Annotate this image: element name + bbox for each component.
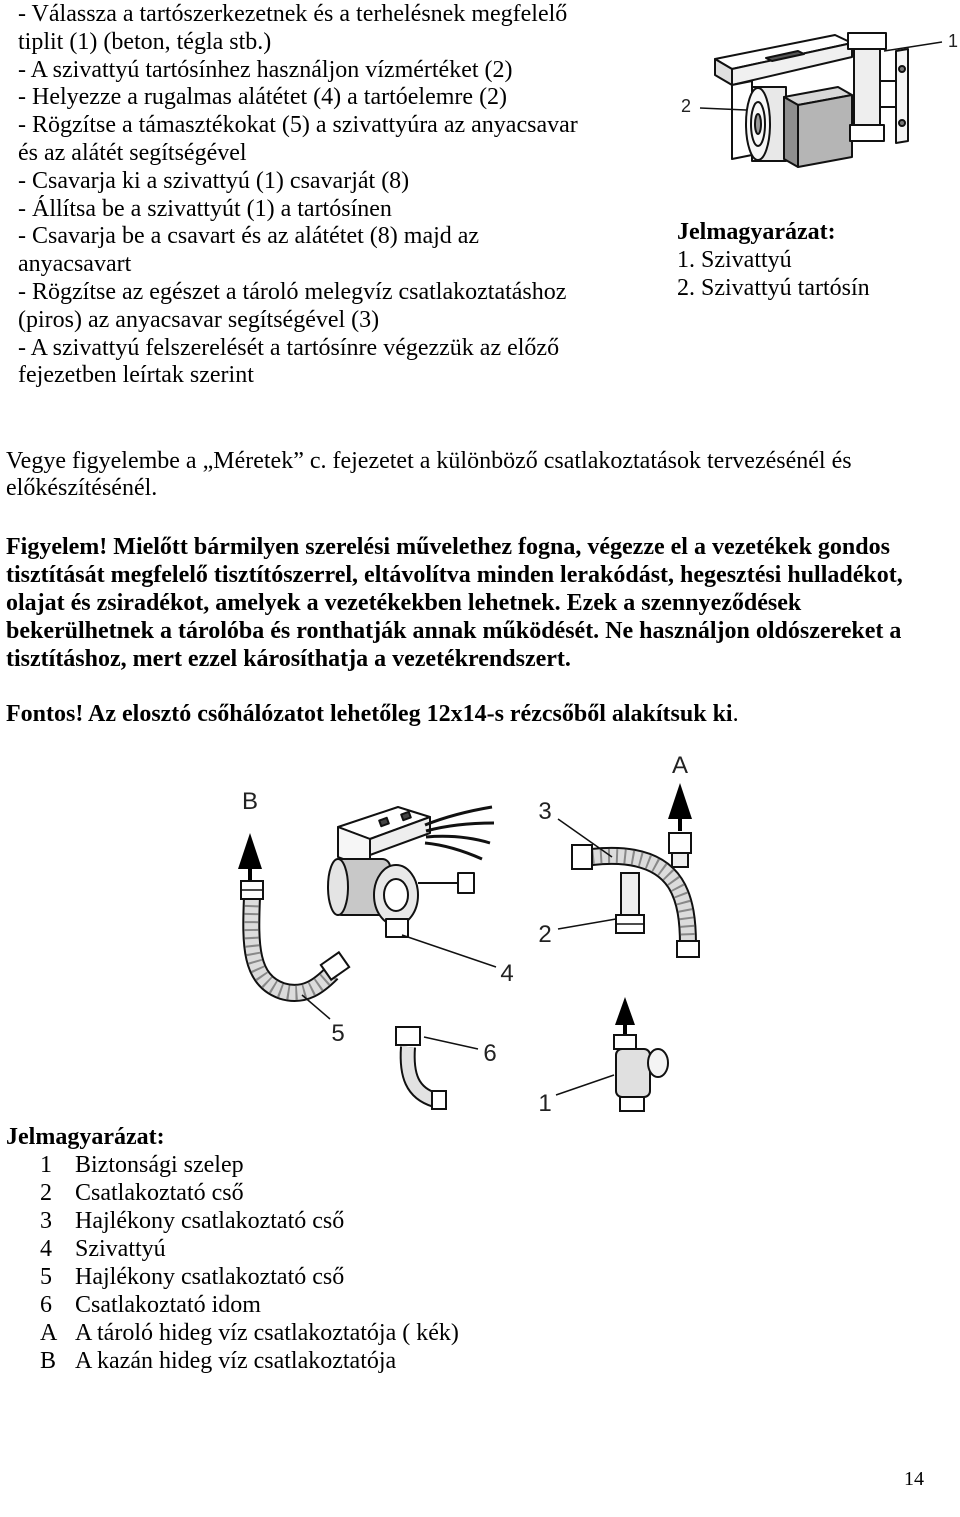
safety-valve: [614, 997, 668, 1111]
arrow-b-head: [238, 833, 262, 869]
warning-line: olajat és zsiradékot, amelyek a vezetékekben lehetnek. Ezek a szennyeződések: [6, 590, 802, 616]
legend-text: Szivattyú: [75, 1236, 166, 1262]
legend-item: [40, 1263, 459, 1291]
step-line: - Válassza a tartószerkezetnek és a terhelésnek megfelelő: [18, 1, 568, 27]
legend-text: Hajlékony csatlakoztató cső: [75, 1264, 345, 1290]
legend-key: 5: [40, 1264, 52, 1290]
valve-arrow-head: [615, 997, 635, 1025]
legend-item: [40, 1235, 459, 1263]
label-5: 5: [331, 1020, 345, 1047]
leader-line-5: [302, 995, 330, 1019]
terminal-box-front: [798, 95, 852, 167]
connector-pipe-body: [621, 873, 639, 919]
legend-key: 4: [40, 1236, 52, 1262]
step-line: anyacsavart: [18, 251, 132, 278]
label-b: B: [241, 788, 259, 815]
legend-title: Jelmagyarázat:: [6, 1124, 165, 1150]
important-period: .: [732, 701, 739, 727]
pump-head-ring: [384, 879, 408, 911]
valve-outlet: [620, 1097, 644, 1111]
leader-line-2: [558, 919, 616, 929]
step-line: fejezetben leírtak szerint: [18, 362, 254, 389]
connector-pipe-2: [616, 873, 644, 933]
step-line: - Rögzítse a támasztékokat (5) a szivattyúra az anyacsavar: [18, 112, 578, 139]
pump-outlet-nut: [386, 919, 408, 937]
connection-diagram: [220, 745, 710, 1125]
note-paragraph: [6, 448, 852, 502]
step-line: - A szivattyú tartósínhez használjon vízmértéket (2): [18, 56, 513, 83]
leader-line-1: [556, 1075, 614, 1095]
fitting-nut: [396, 1027, 420, 1045]
step-line: (piros) az anyacsavar segítségével (3): [18, 306, 380, 333]
step-line: tiplit (1) (beton, tégla stb.): [18, 28, 272, 55]
arrow-a-head: [668, 783, 692, 819]
hose-body: [251, 897, 332, 993]
bolt: [899, 120, 905, 126]
step-line: - Helyezze a rugalmas alátétet (4) a tartóelemre (2): [18, 84, 508, 111]
legend-key: 6: [40, 1292, 52, 1318]
legend-text: Csatlakoztató idom: [75, 1292, 261, 1318]
label-2: 2: [538, 921, 552, 948]
leader-line-4: [402, 935, 496, 967]
elbow-end-nut: [432, 1091, 446, 1109]
warning-line: Figyelem! Mielőtt bármilyen szerelési művelethez fogna, végezze el a vezetékek gondos: [6, 534, 890, 560]
step-line: - A szivattyú felszerelését a tartósínre végezzük az előző: [18, 334, 560, 361]
legend-text: A tároló hideg víz csatlakoztatója ( kék): [75, 1320, 459, 1346]
leader-line-6: [424, 1037, 478, 1049]
label-1: 1: [538, 1090, 552, 1117]
pump-wires: [425, 807, 494, 859]
pump-rail-illustration: [670, 25, 960, 173]
installation-steps: [18, 1, 578, 390]
connector-fitting-6: [396, 1027, 446, 1109]
warning-line: tisztítását megfelelő tisztítószerrel, eltávolítva minden lerakódást, hegesztési hulladékot,: [6, 562, 903, 588]
important-note: [6, 701, 739, 728]
connection-legend-items: [40, 1151, 459, 1375]
bracket-hole: [401, 812, 411, 820]
legend-item: [40, 1151, 459, 1179]
legend-key: 1: [40, 1152, 52, 1178]
valve-top-nut: [614, 1035, 636, 1049]
legend-item: [40, 1347, 459, 1375]
legend-title: Jelmagyarázat:: [677, 219, 836, 245]
warning-paragraph: [6, 533, 903, 673]
legend-item: [40, 1207, 459, 1235]
legend-item: 1. Szivattyú: [677, 247, 792, 273]
arrow-b: [238, 833, 262, 881]
legend-text: Hajlékony csatlakoztató cső: [75, 1208, 345, 1234]
valve-knob: [648, 1049, 668, 1077]
step-line: - Csavarja ki a szivattyú (1) csavarját (8): [18, 167, 410, 194]
legend-item: [40, 1291, 459, 1319]
arrow-a: [668, 783, 692, 831]
warning-line: bekerülhetnek a tárolóba és ronthatják annak működését. Ne használjon oldószereket a: [6, 618, 902, 644]
label-pump: 1: [947, 31, 959, 51]
wire: [426, 836, 490, 843]
hose-nut: [572, 845, 592, 869]
legend-item: [40, 1319, 459, 1347]
fitting-a-pipe: [672, 853, 688, 867]
pump-right-flange: [896, 49, 908, 143]
label-rail: 2: [680, 96, 692, 116]
wire: [426, 823, 494, 831]
step-line: - Csavarja be a csavart és az alátétet (8) majd az: [18, 223, 480, 250]
legend-text: Biztonsági szelep: [75, 1152, 244, 1178]
step-line: és az alátét segítségével: [18, 139, 247, 166]
wire: [425, 843, 482, 859]
terminal-box-side: [784, 97, 798, 167]
legend-text: Csatlakoztató cső: [75, 1180, 244, 1206]
page-number: 14: [904, 1468, 924, 1490]
legend-key: 3: [40, 1208, 52, 1234]
pump-legend: [677, 218, 870, 302]
legend-key: A: [40, 1320, 58, 1346]
pump-bottom-nut: [850, 125, 884, 141]
hose-end-nut: [677, 941, 699, 957]
legend-text: A kazán hideg víz csatlakoztatója: [75, 1348, 397, 1374]
pump-top-nut: [848, 33, 886, 49]
label-3: 3: [538, 798, 552, 825]
legend-item: [40, 1179, 459, 1207]
legend-key: 2: [40, 1180, 52, 1206]
pump-side-fitting: [458, 873, 474, 893]
valve-body: [616, 1049, 650, 1097]
legend-key: B: [40, 1348, 57, 1374]
label-6: 6: [483, 1040, 497, 1067]
fitting-a-nut: [669, 833, 691, 853]
note-line: előkészítésénél.: [6, 475, 158, 501]
warning-line: tisztításhoz, mert ezzel károsíthatja a vezetékrendszert.: [6, 646, 571, 672]
bracket-hole: [379, 818, 389, 826]
note-line: Vegye figyelembe a „Méretek” c. fejezetet a különböző csatlakoztatások tervezésénél és: [6, 448, 852, 474]
important-text: Fontos! Az elosztó csőhálózatot lehetőleg 12x14-s rézcsőből alakítsuk ki: [6, 701, 733, 727]
step-line: - Rögzítse az egészet a tároló melegvíz csatlakoztatáshoz: [18, 278, 567, 305]
motor-hub: [755, 114, 761, 134]
pump-motor-end: [328, 859, 348, 915]
label-a: A: [671, 752, 689, 779]
legend-item: 2. Szivattyú tartósín: [677, 275, 870, 301]
bolt: [899, 66, 905, 72]
connection-legend: [6, 1124, 165, 1151]
leader-line-pump: [884, 42, 942, 51]
step-line: - Állítsa be a szivattyút (1) a tartósínen: [18, 195, 392, 222]
label-4: 4: [500, 960, 514, 987]
